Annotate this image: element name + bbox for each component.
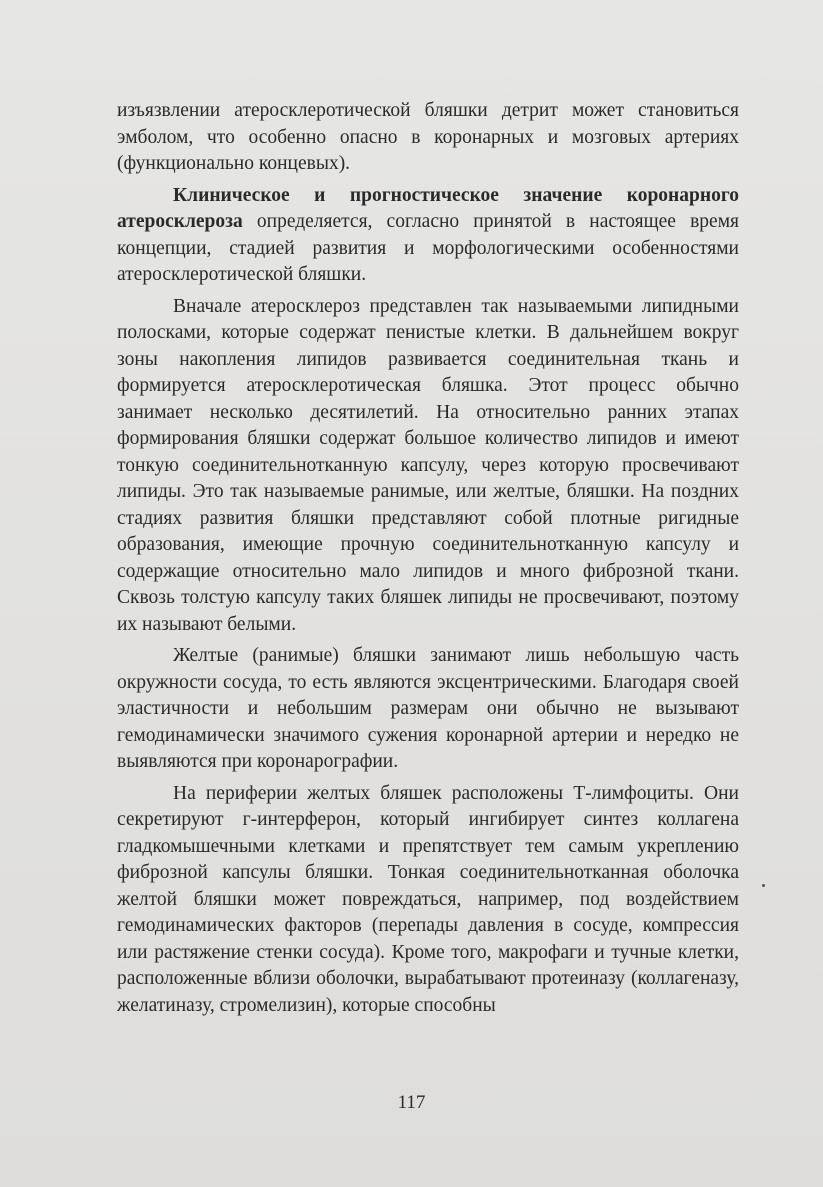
- page-number: 117: [397, 1092, 426, 1113]
- paragraph-3: Вначале атеросклероз представлен так называемыми липидными полосками, которые содержат пенистые клетки. В дальнейшем вокруг зоны накопления липидов развивается соединительная ткань и формируется атеросклеротическая бляшка. Этот процесс обычно занимает несколько десятилетий. На относительно ранних этапах формирования бляшки содержат большое количество липидов и имеют тонкую соединительнотканную капсулу, через которую просвечивают липиды. Это так называемые ранимые, или желтые, бляшки. На поздних стадиях развития бляшки представляют собой плотные ригидные образования, имеющие прочную соединительнотканную капсулу и содержащие относительно мало липидов и много фиброзной ткани. Сквозь толстую капсулу таких бляшек липиды не просвечивают, поэтому их называют белыми.: [117, 295, 739, 635]
- paragraph-2: [117, 183, 739, 289]
- paragraph-5: На периферии желтых бляшек расположены Т-лимфоциты. Они секретируют г-интерферон, который ингибирует синтез коллагена гладкомышечными клетками и препятствует тем самым укреплению фиброзной капсулы бляшки. Тонкая соединительнотканная оболочка желтой бляшки может повреждаться, например, под воздействием гемодинамических факторов (перепады давления в сосуде, компрессия или растяжение стенки сосуда). Кроме того, макрофаги и тучные клетки, расположенные вблизи оболочки, вырабатывают протеиназу (коллагеназу, желатиназу, стромелизин), которые способны: [117, 782, 739, 1016]
- paragraph-2-bold-lead: Клиническое и прогностическое значение коронарного атеросклероза: [117, 184, 739, 232]
- paragraph-4: Желтые (ранимые) бляшки занимают лишь небольшую часть окружности сосуда, то есть являются эксцентрическими. Благодаря своей эластичности и небольшим размерам они обычно не вызывают гемодинамически значимого сужения коронарной артерии и нередко не выявляются при коронарографии.: [117, 645, 739, 772]
- body-text: [117, 98, 739, 1019]
- paragraph-1: изъязвлении атеросклеротической бляшки детрит может становиться эмболом, что особенно опасно в коронарных и мозговых артериях (функционально концевых).: [117, 100, 739, 174]
- paragraph-2-rest: определяется, согласно принятой в настоящее время концепции, стадией развития и морфологическими особенностями атеросклеротической бляшки.: [117, 211, 739, 285]
- print-speck: [762, 884, 765, 887]
